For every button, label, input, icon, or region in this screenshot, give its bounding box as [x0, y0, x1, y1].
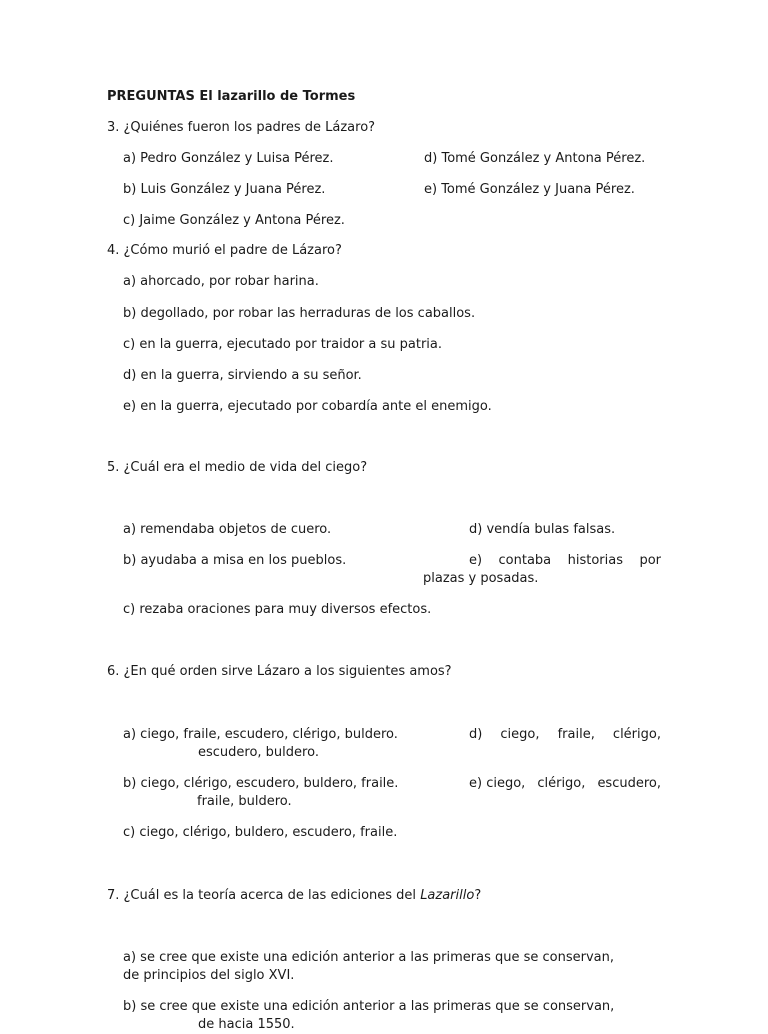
q7-option-a-line1: a) se cree que existe una edición anterior a las primeras que se conservan, — [123, 950, 614, 965]
q6-option-a-line2: escudero, buldero. — [198, 745, 319, 760]
q5-e-word: por — [639, 553, 661, 568]
q3-option-c: c) Jaime González y Antona Pérez. — [123, 213, 345, 228]
q6-e-word: clérigo, — [537, 776, 586, 791]
q3-option-e: e) Tomé González y Juana Pérez. — [424, 182, 635, 197]
q5-option-e-line2: plazas y posadas. — [423, 571, 539, 586]
q6-d-word: ciego, — [500, 727, 540, 742]
q4-option-e: e) en la guerra, ejecutado por cobardía ante el enemigo. — [123, 399, 492, 414]
q7-option-b-line1: b) se cree que existe una edición anterior a las primeras que se conservan, — [123, 999, 615, 1014]
question-6: 6. ¿En qué orden sirve Lázaro a los siguientes amos? — [107, 664, 452, 679]
q5-option-e-line1 — [469, 552, 661, 570]
q6-e-word: e) ciego, — [469, 776, 526, 791]
question-5: 5. ¿Cuál era el medio de vida del ciego? — [107, 460, 368, 475]
q7-option-a-line2: de principios del siglo XVI. — [123, 968, 295, 983]
question-3: 3. ¿Quiénes fueron los padres de Lázaro? — [107, 120, 376, 135]
q6-option-b-line1: b) ciego, clérigo, escudero, buldero, fraile. — [123, 776, 399, 791]
q6-d-word: d) — [469, 727, 483, 742]
q5-e-word: historias — [567, 553, 623, 568]
q5-option-c: c) rezaba oraciones para muy diversos efectos. — [123, 602, 432, 617]
q6-option-a-line1: a) ciego, fraile, escudero, clérigo, buldero. — [123, 727, 398, 742]
question-7 — [107, 887, 481, 905]
q6-d-word: fraile, — [557, 727, 595, 742]
q6-option-b-line2: fraile, buldero. — [197, 794, 292, 809]
q6-d-word: clérigo, — [612, 727, 661, 742]
q4-option-a: a) ahorcado, por robar harina. — [123, 274, 319, 289]
q5-e-word: e) — [469, 553, 483, 568]
q3-option-d: d) Tomé González y Antona Pérez. — [424, 151, 646, 166]
question-4: 4. ¿Cómo murió el padre de Lázaro? — [107, 243, 342, 258]
q3-option-b: b) Luis González y Juana Pérez. — [123, 182, 326, 197]
q6-option-e — [469, 775, 661, 793]
page-title: PREGUNTAS El lazarillo de Tormes — [107, 89, 356, 104]
q6-option-c: c) ciego, clérigo, buldero, escudero, fraile. — [123, 825, 398, 840]
q5-option-a: a) remendaba objetos de cuero. — [123, 522, 332, 537]
question-7-italic-title: Lazarillo — [420, 888, 475, 903]
q6-e-word: escudero, — [597, 776, 661, 791]
q4-option-d: d) en la guerra, sirviendo a su señor. — [123, 368, 362, 383]
q4-option-b: b) degollado, por robar las herraduras de los caballos. — [123, 306, 476, 321]
q5-option-b: b) ayudaba a misa en los pueblos. — [123, 553, 347, 568]
q3-option-a: a) Pedro González y Luisa Pérez. — [123, 151, 334, 166]
q6-option-d — [469, 726, 661, 744]
q7-option-b-line2: de hacia 1550. — [198, 1017, 295, 1032]
q5-option-d: d) vendía bulas falsas. — [469, 522, 616, 537]
question-7-text: 7. ¿Cuál es la teoría acerca de las ediciones del — [107, 888, 421, 903]
question-7-end: ? — [474, 888, 482, 903]
q5-e-word: contaba — [498, 553, 552, 568]
q4-option-c: c) en la guerra, ejecutado por traidor a su patria. — [123, 337, 443, 352]
